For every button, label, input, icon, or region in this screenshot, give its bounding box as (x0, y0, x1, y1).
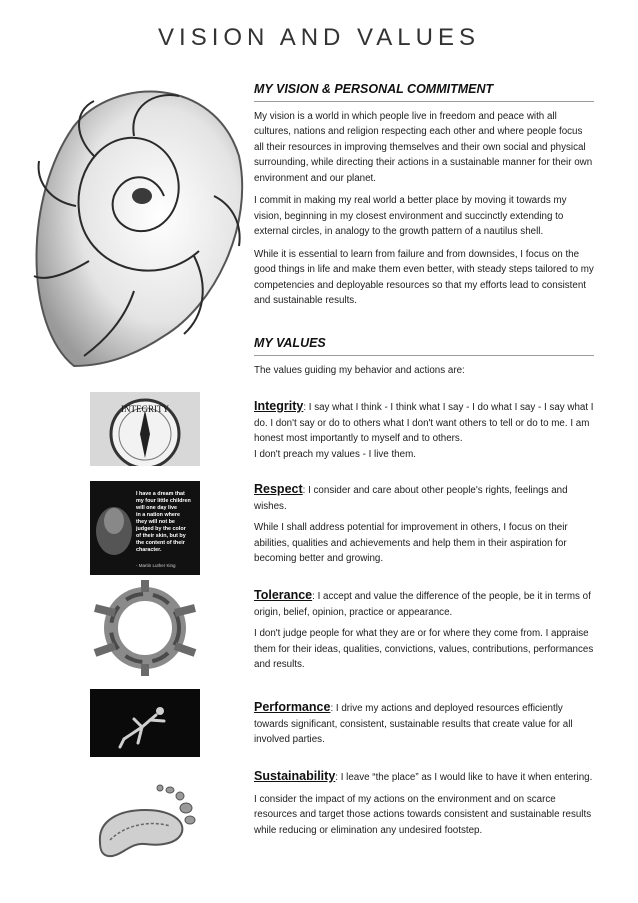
quote-line: they will not be (136, 519, 175, 525)
nautilus-shell-image (14, 76, 246, 376)
values-heading: MY VALUES (254, 336, 594, 356)
compass-image (90, 392, 200, 466)
quote-line: in a nation where (136, 512, 181, 518)
value-text: : I say what I think - I think what I say - I do what I say - I say what I do. I don't say or do to others what I don't want others to tell or do to me. I am honest most importantly to myself and to others. (254, 402, 594, 444)
value-text: : I accept and value the difference of the people, be it in terms of origin, belief, opinion, practice or appearance. (254, 591, 591, 618)
quote-line: judged by the color (136, 526, 186, 532)
value-text: : I consider and care about other people's rights, feelings and wishes. (254, 485, 568, 512)
value-text: : I drive my actions and deployed resources efficiently towards significant, consistent, sustainable results that create value for all involved parties. (254, 703, 573, 745)
quote-line: my four little children (136, 498, 191, 504)
martin-luther-king-quote-image (90, 481, 200, 575)
value-paragraph: While I shall address potential for improvement in others, I focus on their abilities, qualities and achievements and help them in their aspiration for becoming better and growing. (254, 522, 568, 564)
vision-paragraph: I commit in making my real world a better place by moving it towards my vision, beginning in my closest environment and succinctly extending to external circles, in analogy to the growth pattern of a nautilus shell. (254, 195, 567, 237)
values-intro: The values guiding my behavior and actions are: (254, 364, 465, 376)
hands-circle-image (90, 578, 200, 678)
page-title: VISION AND VALUES (158, 24, 480, 51)
value-term: Integrity (254, 399, 304, 413)
value-term: Performance (254, 700, 331, 714)
value-extra: I don't preach my values - I live them. (254, 448, 416, 460)
value-performance (254, 700, 594, 754)
value-term: Tolerance (254, 588, 313, 602)
footprint-image (90, 780, 200, 872)
sprinter-image (90, 689, 200, 757)
value-term: Sustainability (254, 769, 336, 783)
quote-line: of their skin, but by (136, 533, 186, 539)
value-term: Respect (254, 482, 303, 496)
value-paragraph: I consider the impact of my actions on the environment and on scarce resources and target those actions towards consistent and sustainable results while reducing or elimination any undesired footstep. (254, 793, 592, 836)
quote-line: will one day live (136, 505, 178, 511)
value-text: : I leave “the place” as I would like to have it when entering. (335, 772, 593, 783)
value-sustainability (254, 769, 594, 844)
vision-heading: MY VISION & PERSONAL COMMITMENT (254, 82, 594, 102)
quote-author: - Martin Luther King (136, 563, 176, 568)
value-tolerance (254, 588, 594, 679)
compass-word: INTEGRITY (121, 404, 169, 414)
quote-line: the content of their (136, 540, 185, 546)
quote-line: I have a dream that (136, 491, 185, 497)
quote-line: character. (136, 547, 162, 553)
value-respect (254, 482, 594, 573)
value-integrity (254, 399, 594, 468)
vision-paragraph: While it is essential to learn from failure and from downsides, I focus on the good things in life and make them even better, with steady steps tailored to my competencies and deployable resources so that my efforts lead to consistent and sustainable results. (254, 248, 594, 306)
vision-paragraph: My vision is a world in which people live in freedom and peace with all cultures, nations and religion respecting each other and where people focus all their resources in improving themselves and their own social and physical surrounding, while directing their actions in a sustainable manner for their own environment and our planet. (254, 110, 593, 184)
value-paragraph: I don't judge people for what they are or for where they come from. I appraise them for their ideas, qualities, convictions, values, contributions, performances and results. (254, 628, 594, 670)
